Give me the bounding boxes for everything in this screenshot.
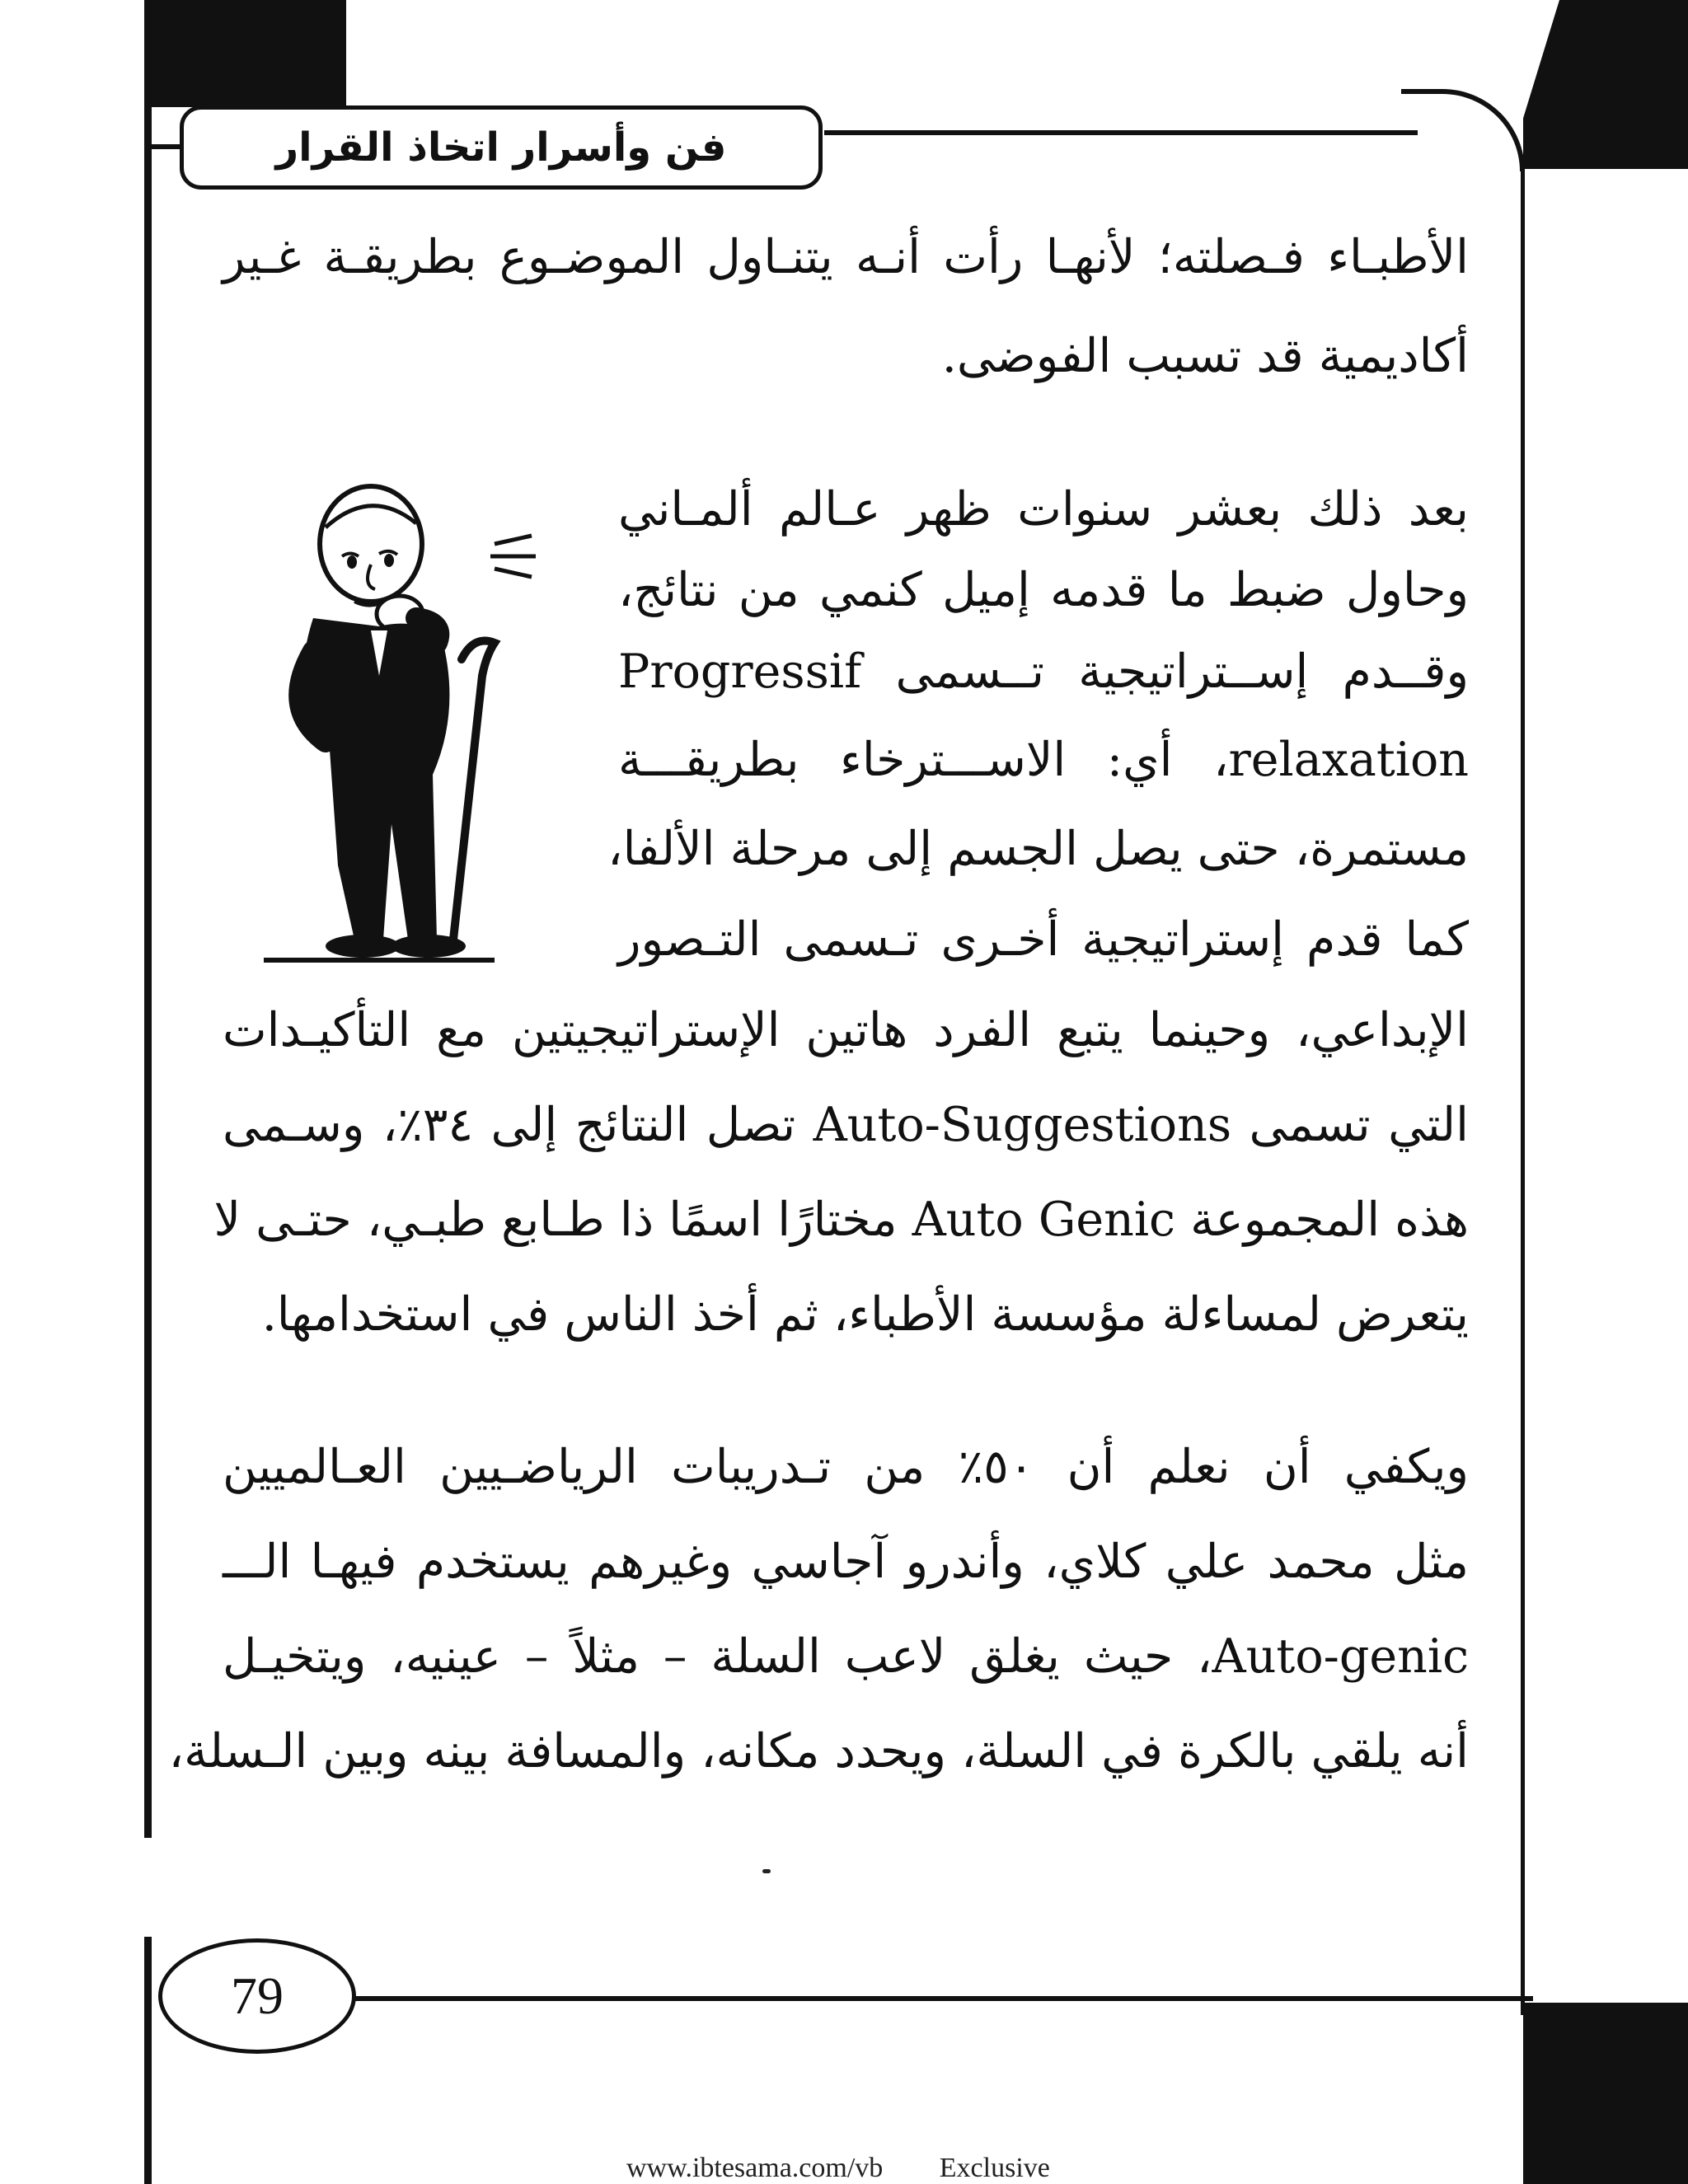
paragraph-line: مثل محمد علي كلاي، وأندرو آجاسي وغيرهم يستخدم فيهـا الـــ xyxy=(223,1535,1469,1589)
page-number-badge xyxy=(158,1938,356,2054)
paragraph-line: كما قدم إستراتيجية أخـرى تـسمى التـصور xyxy=(618,912,1469,967)
frame-left-border xyxy=(144,99,152,1838)
paragraph-line: التي تسمى Auto-Suggestions تصل النتائج إلى ٣٤٪، وسـمى xyxy=(223,1098,1469,1152)
paragraph-line: أنه يلقي بالكرة في السلة، ويحدد مكانه، والمسافة بينه وبين الـسلة، xyxy=(168,1724,1469,1779)
frame-corner-bottom-right xyxy=(1523,2003,1688,2184)
page-number: 79 xyxy=(231,1966,284,2025)
title-box-hook xyxy=(148,144,181,149)
scan-speck xyxy=(762,1869,771,1873)
paragraph-line: وقــدم إســتراتيجية تــسمى Progressif xyxy=(618,644,1469,699)
frame-left-border-lower xyxy=(144,1937,152,2184)
paragraph-line: وحاول ضبط ما قدمه إميل كنمي من نتائج، xyxy=(618,563,1469,617)
frame-corner-top-left xyxy=(144,0,346,107)
paragraph-line: الإبداعي، وحينما يتبع الفرد هاتين الإستراتيجيتين مع التأكيـدات xyxy=(223,1003,1469,1057)
thinking-man-illustration xyxy=(247,478,544,972)
footer-url: www.ibtesama.com/vb xyxy=(626,2153,884,2183)
frame-corner-top-right xyxy=(1523,0,1688,169)
frame-right-border xyxy=(1521,169,1525,2015)
paragraph-line: هذه المجموعة Auto Genic مختارًا اسمًا ذا طـابع طبـي، حتـى لا xyxy=(213,1193,1469,1247)
footer xyxy=(626,2153,1100,2184)
paragraph-line: مستمرة، حتى يصل الجسم إلى مرحلة الألفا، xyxy=(607,822,1469,876)
footer-label: Exclusive xyxy=(939,2153,1050,2183)
header-rule xyxy=(824,130,1418,135)
paragraph-line: relaxation، أي: الاســـترخاء بطريقـــة xyxy=(618,733,1469,787)
paragraph-line: Auto-genic، حيث يغلق لاعب السلة – مثلاً – عينيه، ويتخيـل xyxy=(223,1629,1469,1684)
paragraph-line: الأطبـاء فـصلته؛ لأنهـا رأت أنـه يتنـاول الموضـوع بطريقـة غـير xyxy=(223,230,1469,284)
paragraph-line: يتعرض لمساءلة مؤسسة الأطباء، ثم أخذ الناس في استخدامها. xyxy=(261,1287,1469,1342)
paragraph-line: بعد ذلك بعشر سنوات ظهر عـالم ألمـاني xyxy=(618,482,1469,537)
book-title: فن وأسرار اتخاذ القرار xyxy=(275,124,727,171)
paragraph-line: أكاديمية قد تسبب الفوضى. xyxy=(941,329,1469,383)
header-rule-curve xyxy=(1401,89,1525,171)
running-header xyxy=(180,105,823,190)
footer-rule xyxy=(346,1996,1533,2001)
paragraph-line: ويكفي أن نعلم أن ٥٠٪ من تـدريبات الرياضـيين العـالميين xyxy=(223,1440,1469,1494)
